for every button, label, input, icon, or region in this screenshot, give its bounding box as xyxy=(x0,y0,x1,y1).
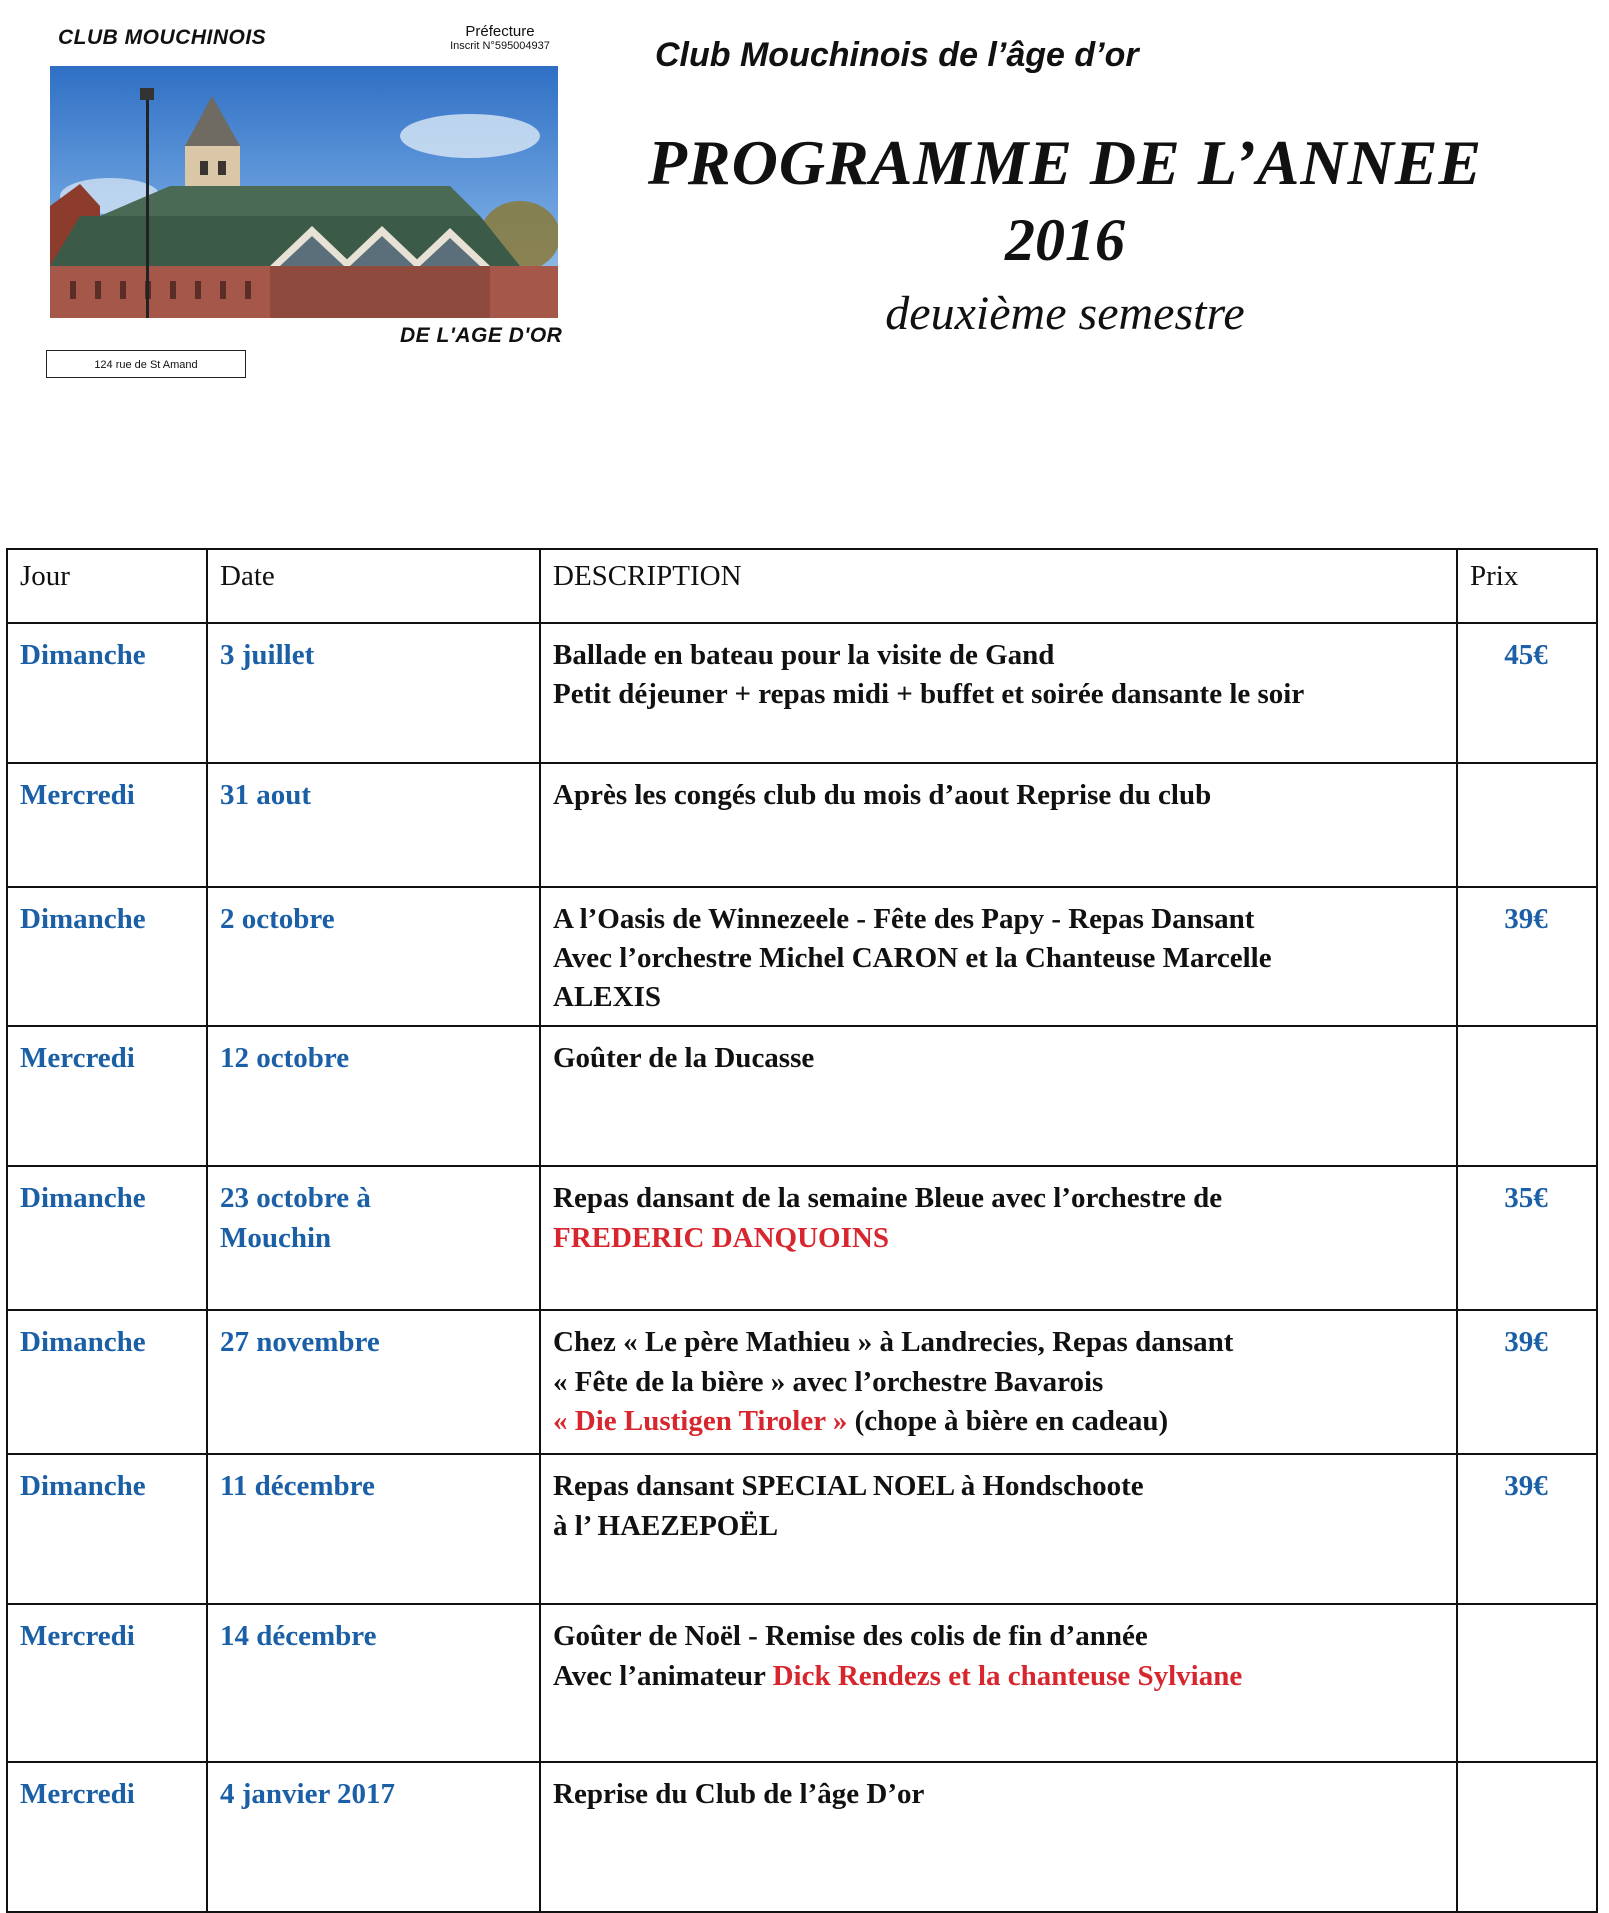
program-year: 2016 xyxy=(1005,207,1125,273)
description-line xyxy=(553,900,1442,939)
header-day: Jour xyxy=(7,549,207,623)
row-day: Mercredi xyxy=(7,1026,207,1166)
description-text: Ballade en bateau pour la visite de Gand xyxy=(553,639,1055,671)
description-text: Avec l’orchestre Michel CARON et la Chanteuse Marcelle xyxy=(553,942,1272,975)
row-description xyxy=(540,1762,1457,1912)
row-price: 39€ xyxy=(1457,1454,1597,1604)
table-row xyxy=(7,1310,1597,1454)
description-text: Après les congés club du mois d’aout Reprise du club xyxy=(553,779,1212,811)
program-table xyxy=(6,548,1598,1913)
description-line xyxy=(553,1657,1442,1696)
description-text: Goûter de la Ducasse xyxy=(553,1042,815,1075)
description-line xyxy=(553,939,1442,978)
description-text: Chez « Le père Mathieu » à Landrecies, Repas dansant xyxy=(553,1326,1234,1359)
header-description: DESCRIPTION xyxy=(540,549,1457,623)
row-date-line: 4 janvier 2017 xyxy=(220,1778,396,1811)
highlighted-text: Dick Rendezs et la chanteuse Sylviane xyxy=(772,1659,1243,1692)
row-date xyxy=(207,1762,540,1912)
row-date-line: 11 décembre xyxy=(220,1470,375,1503)
row-price: 35€ xyxy=(1457,1166,1597,1310)
row-price xyxy=(1457,763,1597,887)
row-description xyxy=(540,1604,1457,1762)
row-day: Dimanche xyxy=(7,887,207,1026)
row-date xyxy=(207,1604,540,1762)
row-date xyxy=(207,763,540,887)
table-row xyxy=(7,1166,1597,1310)
description-text: Repas dansant de la semaine Bleue avec l’orchestre de xyxy=(553,1182,1223,1215)
description-line xyxy=(553,1179,1442,1218)
row-date xyxy=(207,1026,540,1166)
row-price xyxy=(1457,1026,1597,1166)
description-line xyxy=(553,675,1442,714)
church-photo xyxy=(50,66,558,318)
row-date-line: 3 juillet xyxy=(220,639,315,671)
row-date-line: 14 décembre xyxy=(220,1620,377,1653)
description-text: (chope à bière en cadeau) xyxy=(847,1404,1169,1437)
row-date xyxy=(207,1166,540,1310)
description-line xyxy=(553,636,1442,675)
row-description xyxy=(540,1454,1457,1604)
row-description xyxy=(540,1026,1457,1166)
row-day: Dimanche xyxy=(7,623,207,763)
description-text: ALEXIS xyxy=(553,981,661,1014)
row-date xyxy=(207,887,540,1026)
row-day: Mercredi xyxy=(7,763,207,887)
description-line xyxy=(553,1402,1442,1441)
row-day: Dimanche xyxy=(7,1454,207,1604)
description-text: A l’Oasis de Winnezeele - Fête des Papy - Repas Dansant xyxy=(553,903,1255,935)
row-price: 45€ xyxy=(1457,623,1597,763)
table-header-row xyxy=(7,549,1597,623)
row-date-line: 31 aout xyxy=(220,779,312,811)
club-name-left: CLUB MOUCHINOIS xyxy=(58,26,267,49)
table-row xyxy=(7,887,1597,1026)
header-price: Prix xyxy=(1457,549,1597,623)
program-semester: deuxième semestre xyxy=(885,287,1245,340)
row-date-line: Mouchin xyxy=(220,1221,332,1254)
description-text: Goûter de Noël - Remise des colis de fin d’année xyxy=(553,1620,1148,1653)
header-date: Date xyxy=(207,549,540,623)
club-address: 124 rue de St Amand xyxy=(46,350,246,378)
table-row xyxy=(7,623,1597,763)
description-line xyxy=(553,1507,1442,1546)
club-title: Club Mouchinois de l’âge d’or xyxy=(655,36,1139,74)
description-text: Reprise du Club de l’âge D’or xyxy=(553,1778,925,1811)
row-description xyxy=(540,887,1457,1026)
description-text: « Fête de la bière » avec l’orchestre Bavarois xyxy=(553,1365,1104,1398)
row-day: Mercredi xyxy=(7,1604,207,1762)
highlighted-text: FREDERIC DANQUOINS xyxy=(553,1221,889,1254)
row-date-line: 27 novembre xyxy=(220,1326,380,1359)
row-price: 39€ xyxy=(1457,1310,1597,1454)
description-text: Repas dansant SPECIAL NOEL à Hondschoote xyxy=(553,1470,1144,1503)
club-name-subtitle: DE L'AGE D'OR xyxy=(400,324,563,347)
row-day: Dimanche xyxy=(7,1310,207,1454)
description-text: Avec l’animateur xyxy=(553,1659,773,1692)
description-line xyxy=(553,1775,1442,1814)
row-description xyxy=(540,623,1457,763)
table-row xyxy=(7,1604,1597,1762)
description-line xyxy=(553,1617,1442,1656)
description-line xyxy=(553,776,1442,815)
highlighted-text: « Die Lustigen Tiroler » xyxy=(553,1404,848,1437)
row-description xyxy=(540,1310,1457,1454)
description-line xyxy=(553,1363,1442,1402)
row-description xyxy=(540,1166,1457,1310)
table-row xyxy=(7,1026,1597,1166)
row-date-line: 23 octobre à xyxy=(220,1182,371,1215)
prefecture-label: Préfecture xyxy=(465,23,535,40)
row-description xyxy=(540,763,1457,887)
description-text: à l’ HAEZEPOËL xyxy=(553,1509,779,1542)
row-date-line: 2 octobre xyxy=(220,903,335,935)
row-day: Mercredi xyxy=(7,1762,207,1912)
row-price xyxy=(1457,1604,1597,1762)
row-price: 39€ xyxy=(1457,887,1597,1026)
description-text: Petit déjeuner + repas midi + buffet et soirée dansante le soir xyxy=(553,678,1305,711)
table-row xyxy=(7,1762,1597,1912)
table-row xyxy=(7,1454,1597,1604)
row-date xyxy=(207,1454,540,1604)
table-row xyxy=(7,763,1597,887)
row-date-line: 12 octobre xyxy=(220,1042,350,1075)
description-line xyxy=(553,1219,1442,1258)
prefecture-info xyxy=(440,24,560,52)
row-price xyxy=(1457,1762,1597,1912)
description-line xyxy=(553,1039,1442,1078)
row-date xyxy=(207,1310,540,1454)
program-title: PROGRAMME DE L’ANNEE xyxy=(647,127,1483,198)
row-date xyxy=(207,623,540,763)
description-line xyxy=(553,1467,1442,1506)
description-line xyxy=(553,1323,1442,1362)
prefecture-number: Inscrit N°595004937 xyxy=(450,40,550,52)
description-line xyxy=(553,978,1442,1017)
row-day: Dimanche xyxy=(7,1166,207,1310)
